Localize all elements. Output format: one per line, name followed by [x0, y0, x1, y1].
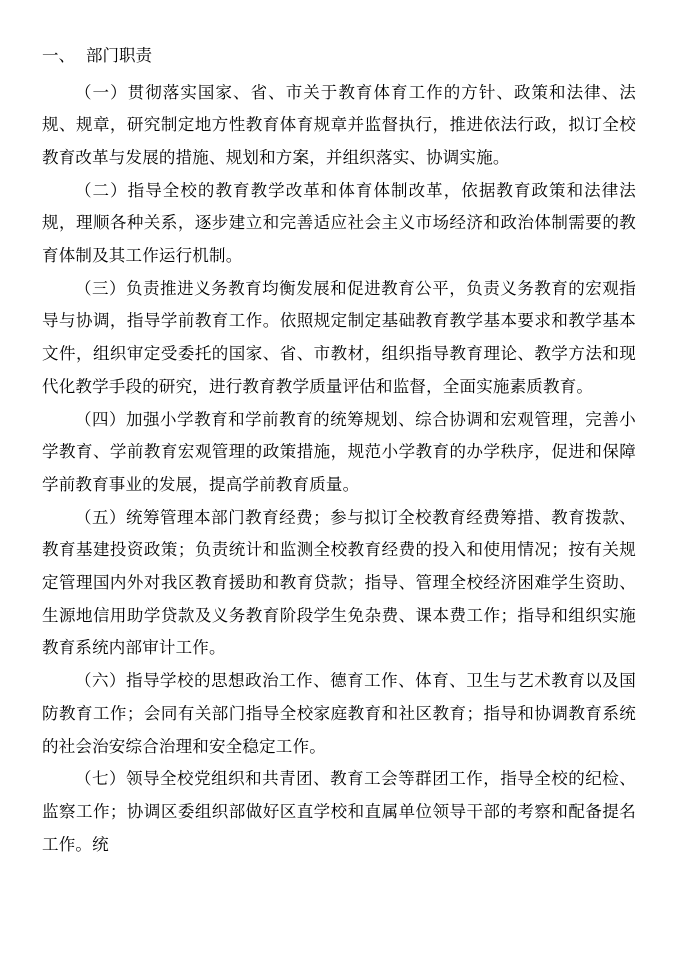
paragraph-7: （七）领导全校党组织和共青团、教育工会等群团工作，指导全校的纪检、监察工作；协调区委组织部做好区直学校和直属单位领导干部的考察和配备提名工作。统: [42, 769, 636, 854]
paragraph-3: （三）负责推进义务教育均衡发展和促进教育公平，负责义务教育的宏观指导与协调，指导学前教育工作。依照规定制定基础教育教学基本要求和教学基本文件，组织审定受委托的国家、省、市教材，组织指导教育理论、教学方法和现代化教学手段的研究，进行教育教学质量评估和监督，全面实施素质教育。: [42, 278, 636, 396]
document-page: [42, 44, 636, 861]
paragraph-1: （一）贯彻落实国家、省、市关于教育体育工作的方针、政策和法律、法规、规章，研究制定地方性教育体育规章并监督执行，推进依法行政，拟订全校教育改革与发展的措施、规划和方案，并组织落实、协调实施。: [42, 82, 636, 167]
paragraph-6: （六）指导学校的思想政治工作、德育工作、体育、卫生与艺术教育以及国防教育工作；会同有关部门指导全校家庭教育和社区教育；指导和协调教育系统的社会治安综合治理和安全稳定工作。: [42, 671, 636, 756]
paragraph-4: （四）加强小学教育和学前教育的统筹规划、综合协调和宏观管理，完善小学教育、学前教育宏观管理的政策措施，规范小学教育的办学秩序，促进和保障学前教育事业的发展，提高学前教育质量。: [42, 409, 636, 494]
paragraph-5: （五）统筹管理本部门教育经费；参与拟订全校教育经费筹措、教育拨款、教育基建投资政策；负责统计和监测全校教育经费的投入和使用情况；按有关规定管理国内外对我区教育援助和教育贷款；指导、管理全校经济困难学生资助、生源地信用助学贷款及义务教育阶段学生免杂费、课本费工作；指导和组织实施教育系统内部审计工作。: [42, 507, 636, 658]
paragraph-2: （二）指导全校的教育教学改革和体育体制改革，依据教育政策和法律法规，理顺各种关系，逐步建立和完善适应社会主义市场经济和政治体制需要的教育体制及其工作运行机制。: [42, 180, 636, 266]
section-title: 部门职责: [86, 46, 152, 65]
section-heading: [42, 44, 636, 68]
section-number: 一、: [42, 46, 75, 65]
